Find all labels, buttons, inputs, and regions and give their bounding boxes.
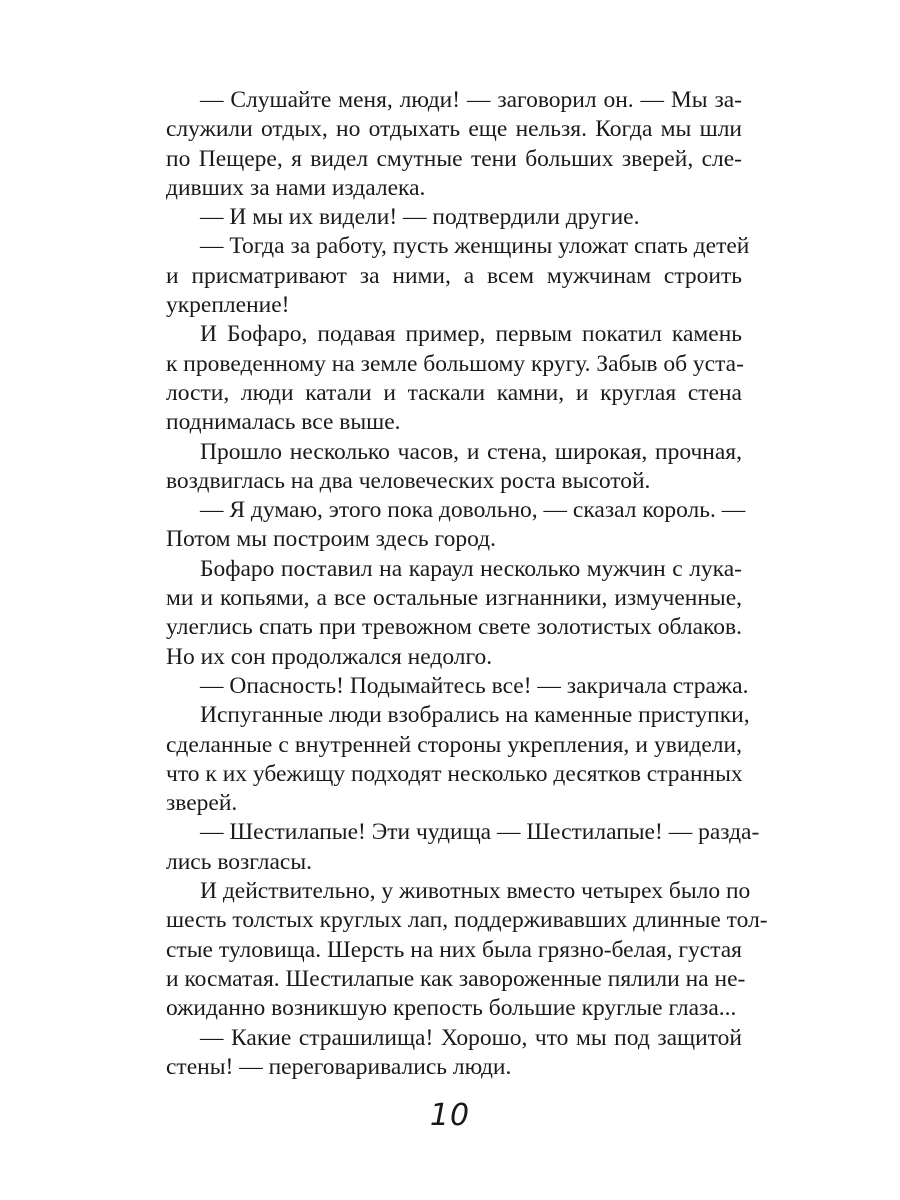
text-line: укрепление! bbox=[166, 292, 290, 319]
text-line: воздвиглась на два человеческих роста высотой. bbox=[166, 467, 651, 494]
text-line: Испуганные люди взобрались на каменные приступки, bbox=[200, 702, 750, 729]
text-line: Но их сон продолжался недолго. bbox=[166, 643, 493, 670]
text-line: поднималась все выше. bbox=[166, 409, 401, 436]
text-line: И действительно, у животных вместо четырех было по bbox=[200, 878, 751, 905]
text-line: — Опасность! Подымайтесь все! — закричала стража. bbox=[200, 672, 749, 699]
text-line: ожиданно возникшую крепость большие круглые глаза... bbox=[166, 995, 737, 1022]
text-line: сделанные с внутренней стороны укрепления, и увидели, bbox=[166, 731, 742, 758]
text-line: что к их убежищу подходят несколько десятков странных bbox=[166, 760, 743, 787]
text-line: дивших за нами издалека. bbox=[166, 174, 426, 201]
text-line: к проведенному на земле большому кругу. Забыв об уста- bbox=[166, 350, 744, 377]
text-line: лись возгласы. bbox=[166, 848, 312, 875]
text-line: Бофаро поставил на караул несколько мужчин с лука- bbox=[200, 555, 742, 582]
text-line: и присматривают за ними, а всем мужчинам строить bbox=[166, 262, 742, 289]
text-line: служили отдых, но отдыхать еще нельзя. Когда мы шли bbox=[166, 116, 742, 143]
text-line: — И мы их видели! — подтвердили другие. bbox=[200, 204, 640, 231]
text-line: лости, люди катали и таскали камни, и круглая стена bbox=[166, 379, 742, 406]
text-line: И Бофаро, подавая пример, первым покатил камень bbox=[200, 321, 742, 348]
text-line: — Какие страшилища! Хорошо, что мы под защитой bbox=[200, 1024, 742, 1051]
text-line: — Тогда за работу, пусть женщины уложат спать детей bbox=[200, 233, 750, 260]
text-line: по Пещере, я видел смутные тени больших зверей, сле- bbox=[166, 145, 742, 172]
text-line: стены! — переговаривались люди. bbox=[166, 1053, 512, 1080]
text-line: ми и копьями, а все остальные изгнанники, измученные, bbox=[166, 585, 742, 612]
body-text bbox=[166, 86, 768, 1082]
text-line: стые туловища. Шерсть на них была грязно-белая, густая bbox=[166, 936, 742, 963]
text-line: Потом мы построим здесь город. bbox=[166, 526, 496, 553]
page-number: 10 bbox=[429, 1098, 471, 1133]
text-line: зверей. bbox=[166, 790, 238, 817]
text-line: улеглись спать при тревожном свете золотистых облаков. bbox=[166, 614, 742, 641]
text-line: — Шестилапые! Эти чудища — Шестилапые! — разда- bbox=[200, 819, 760, 846]
text-line: и косматая. Шестилапые как завороженные пялили на не- bbox=[166, 965, 746, 992]
text-line: Прошло несколько часов, и стена, широкая, прочная, bbox=[200, 438, 742, 465]
text-line: шесть толстых круглых лап, поддерживавших длинные тол- bbox=[166, 907, 768, 934]
text-line: — Я думаю, этого пока довольно, — сказал король. — bbox=[200, 497, 746, 524]
text-line: — Слушайте меня, люди! — заговорил он. — Мы за- bbox=[200, 87, 742, 113]
